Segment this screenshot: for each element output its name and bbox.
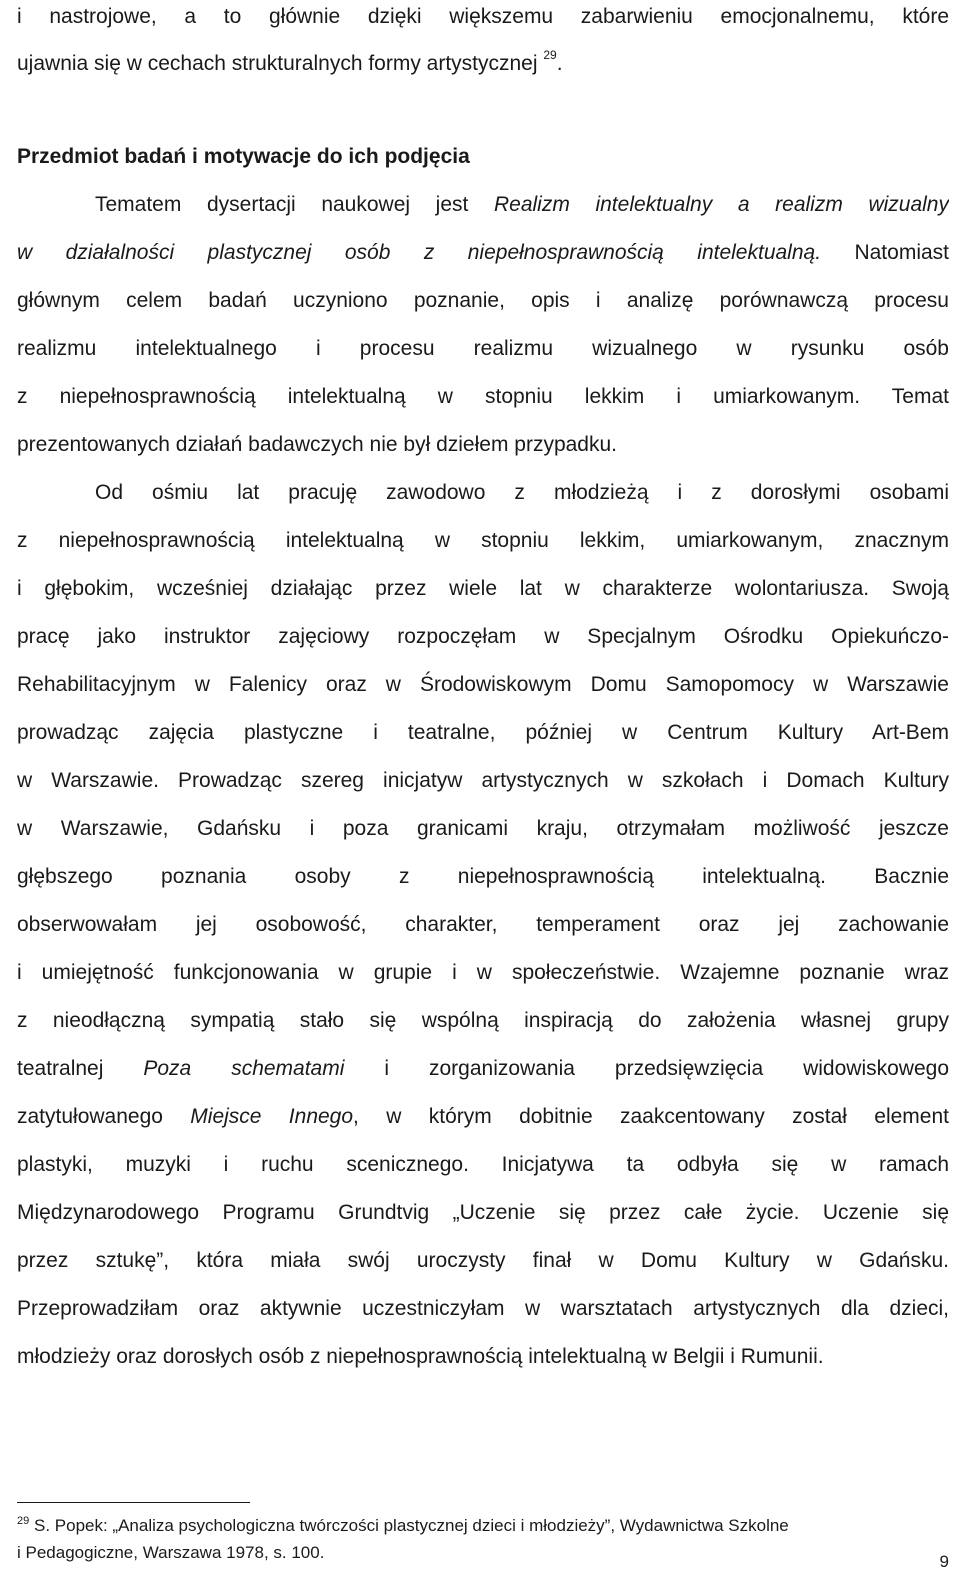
body-text-line (17, 238, 949, 268)
body-text-line: przez sztukę”, która miała swój uroczysty finał w Domu Kultury w Gdańsku. (17, 1249, 949, 1272)
text-run: zatytułowanego (17, 1105, 191, 1128)
footnote-separator (17, 1502, 250, 1503)
dissertation-title-italic: Realizm intelektualny a realizm wizualny (493, 193, 949, 216)
footnote-reference[interactable]: 29 (543, 49, 557, 62)
body-text-line: obserwowałam jej osobowość, charakter, temperament oraz jej zachowanie (17, 913, 949, 936)
text-run: . (556, 52, 563, 75)
text-run: , w którym dobitnie zaakcentowany został element (353, 1105, 949, 1128)
text-run: ujawnia się w cechach strukturalnych formy artystycznej (17, 52, 538, 75)
body-text-line (17, 1102, 949, 1132)
body-text-line: Od ośmiu lat pracuję zawodowo z młodzieżą i z dorosłymi osobami (95, 481, 949, 504)
body-text-line: w Warszawie, Gdańsku i poza granicami kraju, otrzymałam możliwość jeszcze (17, 817, 949, 840)
body-text-line: i głębokim, wcześniej działając przez wiele lat w charakterze wolontariusza. Swoją (17, 577, 949, 600)
body-text-line (17, 2, 949, 32)
text-run: i zorganizowania przedsięwzięcia widowiskowego (344, 1057, 949, 1080)
body-text-line: pracę jako instruktor zajęciowy rozpoczęłam w Specjalnym Ośrodku Opiekuńczo- (17, 625, 949, 648)
body-text-line: realizmu intelektualnego i procesu realizmu wizualnego w rysunku osób (17, 337, 949, 360)
footnote-number: 29 (17, 1515, 30, 1527)
body-text-line: prezentowanych działań badawczych nie był dziełem przypadku. (17, 433, 617, 456)
body-text-line: Rehabilitacyjnym w Falenicy oraz w Środowiskowym Domu Samopomocy w Warszawie (17, 673, 949, 696)
footnote-text: S. Popek: „Analiza psychologiczna twórczości plastycznej dzieci i młodzieży”, Wydawnictwa Szkolne (33, 1516, 789, 1535)
footnote-line (17, 1541, 949, 1565)
body-text-line: z nieodłączną sympatią stało się wspólną inspiracją do założenia własnej grupy (17, 1009, 949, 1032)
text-run: Natomiast (821, 241, 949, 264)
group-name-italic: Poza schematami (143, 1057, 345, 1080)
body-text-line: prowadząc zajęcia plastyczne i teatralne, później w Centrum Kultury Art-Bem (17, 721, 949, 744)
body-text-line: plastyki, muzyki i ruchu scenicznego. Inicjatywa ta odbyła się w ramach (17, 1153, 949, 1176)
text-run: i nastrojowe, a to głównie dzięki większemu zabarwieniu emocjonalnemu, które (17, 5, 949, 28)
body-text-line: z niepełnosprawnością intelektualną w stopniu lekkim i umiarkowanym. Temat (17, 385, 949, 408)
body-text-line: młodzieży oraz dorosłych osób z niepełnosprawnością intelektualną w Belgii i Rumunii. (17, 1345, 824, 1368)
body-text-line (17, 1054, 949, 1084)
dissertation-title-italic: w działalności plastycznej osób z niepełnosprawnością intelektualną. (17, 241, 822, 264)
body-text-line: głównym celem badań uczyniono poznanie, opis i analizę porównawczą procesu (17, 289, 949, 312)
page-number: 9 (939, 1552, 949, 1571)
text-run: Tematem dysertacji naukowej jest (95, 193, 494, 216)
body-text-line: z niepełnosprawnością intelektualną w stopniu lekkim, umiarkowanym, znacznym (17, 529, 949, 552)
footnote-text: i Pedagogiczne, Warszawa 1978, s. 100. (17, 1543, 325, 1562)
body-text-line: i umiejętność funkcjonowania w grupie i w społeczeństwie. Wzajemne poznanie wraz (17, 961, 949, 984)
body-text-line (17, 190, 949, 220)
body-text-line: w Warszawie. Prowadząc szereg inicjatyw artystycznych w szkołach i Domach Kultury (17, 769, 949, 792)
footnote-line (17, 1514, 949, 1540)
section-heading: Przedmiot badań i motywacje do ich podjęcia (17, 145, 470, 168)
event-title-italic: Miejsce Innego (190, 1105, 354, 1128)
body-text-line: Przeprowadziłam oraz aktywnie uczestniczyłam w warsztatach artystycznych dla dzieci, (17, 1297, 949, 1320)
body-text-line: głębszego poznania osoby z niepełnosprawnością intelektualną. Bacznie (17, 865, 949, 888)
body-text-line (17, 49, 949, 79)
body-text-line: Międzynarodowego Programu Grundtvig „Uczenie się przez całe życie. Uczenie się (17, 1201, 949, 1224)
text-run: teatralnej (17, 1057, 144, 1080)
